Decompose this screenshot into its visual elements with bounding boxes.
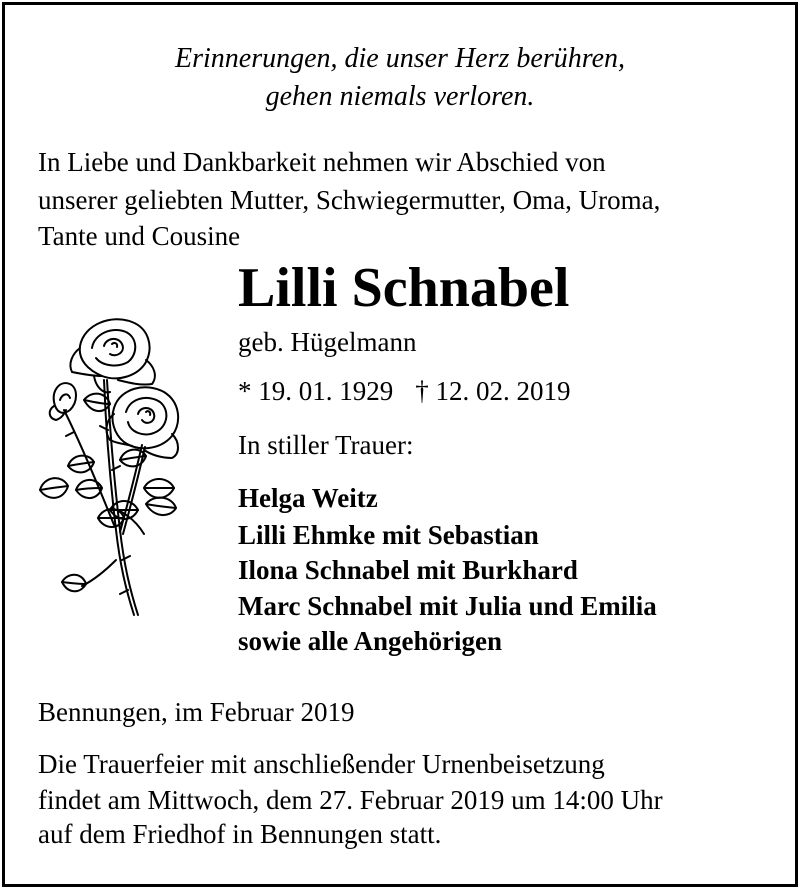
motto-line-2: gehen niemals verloren. [265,81,535,112]
funeral-line-1: Die Trauerfeier mit anschließender Urnenbeisetzung [38,749,605,779]
funeral-line-3: auf dem Friedhof in Bennungen statt. [38,819,442,849]
deceased-name: Lilli Schnabel [238,257,570,319]
rose-icon [34,310,184,630]
mourner-3: Ilona Schnabel mit Burkhard [238,555,578,585]
intro-line-2: unserer geliebten Mutter, Schwiegermutter, Oma, Uroma, [38,185,661,215]
mourner-1: Helga Weitz [238,483,378,513]
mourning-label: In stiller Trauer: [238,430,414,460]
mourner-5: sowie alle Angehörigen [238,626,502,656]
birth-name: geb. Hügelmann [238,327,417,357]
motto-line-1: Erinnerungen, die unser Herz berühren, [174,43,625,74]
intro-line-1: In Liebe und Dankbarkeit nehmen wir Abschied von [38,147,606,177]
mourner-2: Lilli Ehmke mit Sebastian [238,520,539,550]
life-dates [238,374,571,408]
death-date: † 12. 02. 2019 [415,376,571,406]
place-date: Bennungen, im Februar 2019 [38,697,355,727]
birth-date: * 19. 01. 1929 [238,376,394,406]
funeral-line-2: findet am Mittwoch, dem 27. Februar 2019 um 14:00 Uhr [38,785,663,815]
intro-line-3: Tante und Cousine [38,221,241,251]
mourner-4: Marc Schnabel mit Julia und Emilia [238,591,657,621]
